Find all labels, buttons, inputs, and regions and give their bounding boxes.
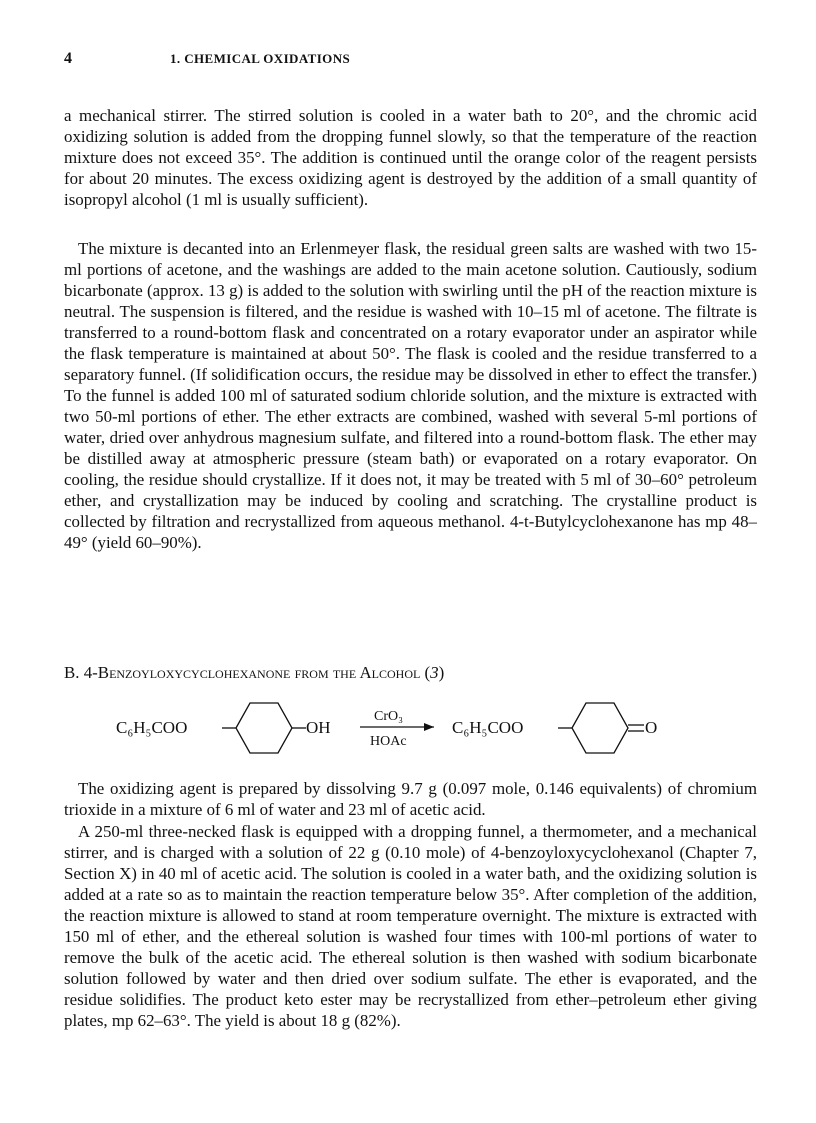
reaction-scheme: [100, 690, 720, 760]
running-title: 1. CHEMICAL OXIDATIONS: [170, 51, 351, 66]
reactant-ester-group: C₆H₅COO: [116, 718, 188, 737]
page-header: [64, 50, 764, 72]
paragraph-4: A 250-ml three-necked flask is equipped with a dropping funnel, a thermometer, and a mechanical stirrer, and is charged with a solution of 22 g (0.10 mole) of 4-benzoyloxycyclohexanol (Chapter 7, Section X) in 40 ml of acetic acid. The solution is cooled in a water bath, and the oxidizing solution is added at a rate so as to maintain the reaction temperature below 35°. After completion of the addition, the reaction mixture is allowed to stand at room temperature overnight. The mixture is extracted with 150 ml of ether, and the ethereal solution is washed four times with 100-ml portions of water to remove the bulk of the acetic acid. The ethereal solution is then washed with sodium bicarbonate solution followed by water and then dried over sodium sulfate. The ether is evaporated, and the residue solidifies. The product keto ester may be recrystallized from ether–petroleum ether giving plates, mp 62–63°. The yield is about 18 g (82%).: [64, 822, 757, 1030]
paragraph-3: The oxidizing agent is prepared by dissolving 9.7 g (0.097 mole, 0.146 equivalents) of chromium trioxide in a mixture of 6 ml of water and 23 ml of acetic acid.: [64, 779, 757, 819]
reagent-chromium-trioxide: CrO₃: [374, 709, 403, 724]
section-number: 4-: [83, 663, 98, 682]
reactant-cyclohexane-ring: [236, 703, 292, 753]
ref-close: ): [438, 663, 445, 682]
ref-open: (: [420, 663, 431, 682]
section-title-text: Benzoyloxycyclohexanone from the Alcohol: [97, 663, 421, 682]
section-b-heading: [64, 663, 444, 683]
product-cyclohexane-ring: [572, 703, 628, 753]
product-ester-group: C₆H₅COO: [452, 718, 524, 737]
paragraph-1: a mechanical stirrer. The stirred solution is cooled in a water bath to 20°, and the chromic acid oxidizing solution is added from the dropping funnel slowly, so that the temperature of the reaction mixture does not exceed 35°. The addition is continued until the orange color of the reagent persists for about 20 minutes. The excess oxidizing agent is destroyed by the addition of a small quantity of isopropyl alcohol (1 ml is usually sufficient).: [64, 106, 757, 209]
section-label: B.: [64, 663, 84, 682]
paragraph-2: The mixture is decanted into an Erlenmeyer flask, the residual green salts are washed with two 15-ml portions of acetone, and the washings are added to the main acetone solution. Cautiously, sodium bicarbonate (approx. 13 g) is added to the solution with swirling until the pH of the reaction mixture is neutral. The suspension is filtered, and the residue is washed with 10–15 ml of acetone. The filtrate is transferred to a round-bottom flask and concentrated on a rotary evaporator under an aspirator while the flask temperature is maintained at about 50°. The flask is cooled and the residue transferred to a separatory funnel. (If solidification occurs, the residue may be dissolved in ether to effect the transfer.) To the funnel is added 100 ml of saturated sodium chloride solution, and the mixture is extracted with two 50-ml portions of ether. The ether extracts are combined, washed with several 5-ml portions of water, dried over anhydrous magnesium sulfate, and filtered into a round-bottom flask. The ether may be distilled away at atmospheric pressure (steam bath) or evaporated on a rotary evaporator. On cooling, the residue should crystallize. If it does not, it may be treated with 5 ml of 30–60° petroleum ether, and crystallization may be induced by cooling and scratching. The crystalline product is collected by filtration and recrystallized from aqueous methanol. 4-t-Butylcyclohexanone has mp 48–49° (yield 60–90%).: [64, 239, 757, 552]
product-ketone-oxygen: O: [645, 718, 658, 737]
page-number: 4: [64, 50, 72, 67]
reactant-hydroxyl: OH: [306, 718, 331, 737]
reagent-acetic-acid: HOAc: [370, 734, 407, 749]
reference-number: 3: [430, 663, 439, 682]
reaction-arrow-head: [424, 723, 434, 731]
